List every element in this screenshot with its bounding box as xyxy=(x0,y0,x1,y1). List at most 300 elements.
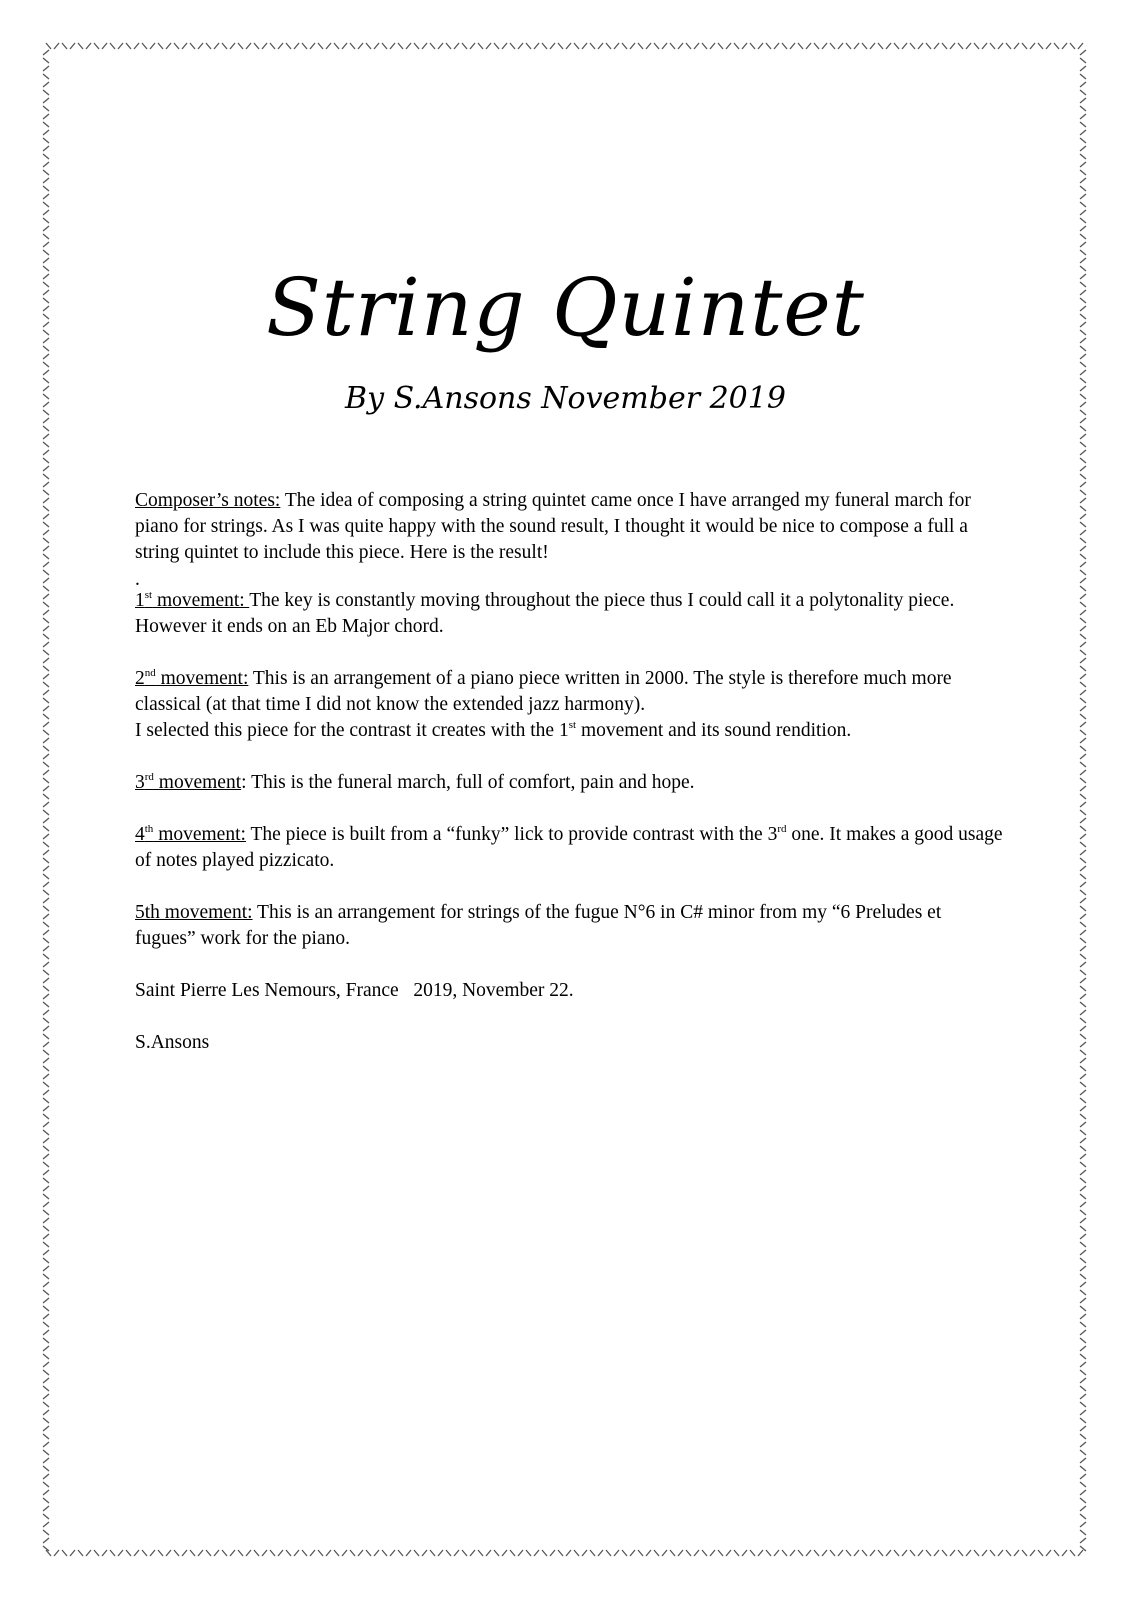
border-dash xyxy=(43,1442,49,1447)
border-dash xyxy=(1080,578,1086,583)
border-dash xyxy=(43,210,49,215)
border-dash xyxy=(1080,1058,1086,1063)
border-dash xyxy=(1080,1314,1086,1319)
border-dash xyxy=(43,1314,49,1319)
border-dash xyxy=(1080,946,1086,951)
border-dash xyxy=(1080,194,1086,199)
intro-label: Composer’s notes: xyxy=(135,490,281,511)
border-dash xyxy=(43,1434,49,1439)
border-dash xyxy=(686,43,691,49)
border-dash xyxy=(1080,1034,1086,1039)
movement-5-text: This is an arrangement for strings of the fugue N°6 in C# minor from my “6 Preludes et fugues” work for the piano. xyxy=(135,902,942,949)
border-dash xyxy=(142,1550,147,1556)
border-dash xyxy=(1080,1082,1086,1087)
border-dash xyxy=(43,1338,49,1343)
border-dash xyxy=(1080,442,1086,447)
border-dash xyxy=(1080,1338,1086,1343)
border-dash xyxy=(1080,146,1086,151)
border-dash xyxy=(590,1550,595,1556)
border-dash xyxy=(1080,1218,1086,1223)
border-dash xyxy=(150,43,155,49)
border-dash xyxy=(43,74,49,79)
border-dash xyxy=(1080,106,1086,111)
border-dash xyxy=(1070,43,1075,49)
border-dash xyxy=(43,1090,49,1095)
border-dash xyxy=(1080,1066,1086,1071)
border-dash xyxy=(43,1002,49,1007)
border-dash xyxy=(1080,186,1086,191)
border-dash xyxy=(43,602,49,607)
border-dash xyxy=(1080,602,1086,607)
border-dash xyxy=(1080,762,1086,767)
border-dash xyxy=(870,1550,875,1556)
border-dash xyxy=(43,746,49,751)
border-dash xyxy=(43,1514,49,1519)
border-dash xyxy=(750,43,755,49)
border-dash xyxy=(454,43,459,49)
movement-3-label: 3rd movement xyxy=(135,771,242,793)
border-dash xyxy=(1080,1042,1086,1047)
border-dash xyxy=(1078,43,1083,49)
border-dash xyxy=(1038,1550,1043,1556)
border-dash xyxy=(1080,1442,1086,1447)
border-dash xyxy=(1080,1506,1086,1511)
border-dash xyxy=(1080,1266,1086,1271)
border-dash xyxy=(43,954,49,959)
border-dash xyxy=(1006,1550,1011,1556)
border-dash xyxy=(1080,874,1086,879)
border-dash xyxy=(1080,1018,1086,1023)
border-dash xyxy=(814,43,819,49)
border-dash xyxy=(43,1050,49,1055)
border-dash xyxy=(406,43,411,49)
border-dash xyxy=(726,1550,731,1556)
border-dash xyxy=(846,43,851,49)
border-dash xyxy=(1080,1402,1086,1407)
border-dash xyxy=(43,1122,49,1127)
border-dash xyxy=(1080,1202,1086,1207)
border-dash xyxy=(638,1550,643,1556)
border-dash xyxy=(918,1550,923,1556)
border-dash xyxy=(43,1034,49,1039)
border-dash xyxy=(43,714,49,719)
border-dash xyxy=(43,1322,49,1327)
border-dash xyxy=(1080,794,1086,799)
border-dash xyxy=(43,866,49,871)
border-dash xyxy=(43,466,49,471)
border-dash xyxy=(910,43,915,49)
border-dash xyxy=(190,1550,195,1556)
border-dash xyxy=(1046,1550,1051,1556)
border-dash xyxy=(486,43,491,49)
border-dash xyxy=(446,1550,451,1556)
border-dash xyxy=(1080,1274,1086,1279)
border-dash xyxy=(846,1550,851,1556)
border-dash xyxy=(1080,1394,1086,1399)
border-dash xyxy=(278,1550,283,1556)
border-dash xyxy=(1080,242,1086,247)
border-dash xyxy=(43,258,49,263)
border-dash xyxy=(1080,738,1086,743)
border-dash xyxy=(326,1550,331,1556)
border-dash xyxy=(134,43,139,49)
border-dash xyxy=(43,250,49,255)
border-dash xyxy=(43,666,49,671)
border-dash xyxy=(43,674,49,679)
border-dash xyxy=(1080,170,1086,175)
border-dash xyxy=(1080,1330,1086,1335)
border-dash xyxy=(43,162,49,167)
border-dash xyxy=(510,1550,515,1556)
border-dash xyxy=(1080,1498,1086,1503)
movement-4: 4th movement: The piece is built from a “funky” lick to provide contrast with the 3rd one. It makes a good usage of notes played pizzicato. xyxy=(135,823,1003,871)
border-dash xyxy=(1080,954,1086,959)
border-dash xyxy=(1080,362,1086,367)
movement-5-label: 5th movement: xyxy=(135,902,253,923)
border-dash xyxy=(358,1550,363,1556)
border-dash xyxy=(598,43,603,49)
border-dash xyxy=(286,1550,291,1556)
border-dash xyxy=(43,122,49,127)
border-dash xyxy=(1080,1346,1086,1351)
border-dash xyxy=(502,43,507,49)
border-dash xyxy=(43,994,49,999)
border-dash xyxy=(430,1550,435,1556)
border-dash xyxy=(174,1550,179,1556)
border-dash xyxy=(43,362,49,367)
border-dash xyxy=(1080,1322,1086,1327)
border-dash xyxy=(710,1550,715,1556)
border-dash xyxy=(43,1162,49,1167)
border-dash xyxy=(934,43,939,49)
border-dash xyxy=(254,43,259,49)
border-dash xyxy=(43,538,49,543)
border-dash xyxy=(1062,1550,1067,1556)
border-dash xyxy=(158,43,163,49)
border-dash xyxy=(1080,714,1086,719)
border-dash xyxy=(43,170,49,175)
border-dash xyxy=(1080,138,1086,143)
border-dash xyxy=(43,106,49,111)
border-dash xyxy=(1080,810,1086,815)
border-dash xyxy=(43,650,49,655)
border-dash xyxy=(126,43,131,49)
border-dash xyxy=(758,1550,763,1556)
border-dash xyxy=(110,43,115,49)
border-dash xyxy=(43,50,49,55)
border-dash xyxy=(1080,98,1086,103)
border-dash xyxy=(1080,1050,1086,1055)
border-dash xyxy=(1080,226,1086,231)
border-dash xyxy=(43,1194,49,1199)
border-dash xyxy=(1080,778,1086,783)
border-dash xyxy=(43,698,49,703)
border-dash xyxy=(43,1378,49,1383)
border-dash xyxy=(1080,1226,1086,1231)
border-dash xyxy=(542,43,547,49)
border-dash xyxy=(43,1234,49,1239)
border-dash xyxy=(246,43,251,49)
border-dash xyxy=(366,43,371,49)
border-dash xyxy=(43,706,49,711)
border-dash xyxy=(43,434,49,439)
border-dash xyxy=(310,1550,315,1556)
border-dash xyxy=(1080,906,1086,911)
border-dash xyxy=(550,43,555,49)
border-dash xyxy=(1080,522,1086,527)
border-dash xyxy=(1080,938,1086,943)
border-dash xyxy=(1080,994,1086,999)
border-dash xyxy=(1080,450,1086,455)
border-dash xyxy=(374,1550,379,1556)
border-dash xyxy=(43,1250,49,1255)
border-dash xyxy=(1080,586,1086,591)
border-dash xyxy=(1080,82,1086,87)
border-dash xyxy=(950,1550,955,1556)
border-dash xyxy=(1080,1482,1086,1487)
border-dash xyxy=(1080,690,1086,695)
border-dash xyxy=(278,43,283,49)
border-dash xyxy=(190,43,195,49)
border-dash xyxy=(1080,1410,1086,1415)
border-dash xyxy=(1080,626,1086,631)
border-dash xyxy=(1080,1466,1086,1471)
border-dash xyxy=(518,1550,523,1556)
border-dash xyxy=(43,1354,49,1359)
border-dash xyxy=(1080,1290,1086,1295)
border-dash xyxy=(990,1550,995,1556)
border-dash xyxy=(766,1550,771,1556)
border-dash xyxy=(1080,538,1086,543)
border-dash xyxy=(166,43,171,49)
border-dash xyxy=(43,978,49,983)
border-dash xyxy=(886,43,891,49)
border-dash xyxy=(598,1550,603,1556)
border-dash xyxy=(1080,154,1086,159)
border-dash xyxy=(302,43,307,49)
border-dash xyxy=(43,202,49,207)
document-title: String Quintet xyxy=(266,261,865,354)
border-dash xyxy=(1080,1514,1086,1519)
border-dash xyxy=(43,1474,49,1479)
border-dash xyxy=(502,1550,507,1556)
border-dash xyxy=(966,1550,971,1556)
border-dash xyxy=(1080,1242,1086,1247)
border-dash xyxy=(1080,50,1086,55)
border-dash xyxy=(43,1186,49,1191)
border-dash xyxy=(798,1550,803,1556)
border-dash xyxy=(1080,1138,1086,1143)
border-dash xyxy=(43,130,49,135)
border-dash xyxy=(43,114,49,119)
border-dash xyxy=(43,770,49,775)
border-dash xyxy=(1080,482,1086,487)
border-dash xyxy=(43,682,49,687)
border-dash xyxy=(1080,130,1086,135)
border-dash xyxy=(43,610,49,615)
border-dash xyxy=(142,43,147,49)
border-dash xyxy=(43,1490,49,1495)
border-dash xyxy=(1080,930,1086,935)
border-dash xyxy=(43,1242,49,1247)
border-dash xyxy=(614,43,619,49)
border-dash xyxy=(894,43,899,49)
border-dash xyxy=(43,762,49,767)
border-dash xyxy=(726,43,731,49)
border-dash xyxy=(43,1290,49,1295)
border-dash xyxy=(43,1210,49,1215)
border-dash xyxy=(422,43,427,49)
border-dash xyxy=(43,474,49,479)
border-dash xyxy=(43,1138,49,1143)
border-dash xyxy=(606,1550,611,1556)
border-dash xyxy=(43,1042,49,1047)
border-dash xyxy=(262,1550,267,1556)
border-dash xyxy=(43,154,49,159)
border-dash xyxy=(110,1550,115,1556)
border-dash xyxy=(534,43,539,49)
border-dash xyxy=(1080,882,1086,887)
border-dash xyxy=(198,1550,203,1556)
border-dash xyxy=(1080,1178,1086,1183)
border-dash xyxy=(742,43,747,49)
border-dash xyxy=(43,226,49,231)
border-dash xyxy=(1080,1298,1086,1303)
border-dash xyxy=(1080,418,1086,423)
border-dash xyxy=(43,1346,49,1351)
border-dash xyxy=(43,458,49,463)
border-dash xyxy=(366,1550,371,1556)
border-dash xyxy=(43,1522,49,1527)
border-dash xyxy=(1062,43,1067,49)
border-dash xyxy=(43,1274,49,1279)
border-dash xyxy=(774,1550,779,1556)
border-dash xyxy=(390,1550,395,1556)
border-dash xyxy=(998,1550,1003,1556)
border-dash xyxy=(1080,1026,1086,1031)
border-dash xyxy=(670,1550,675,1556)
border-dash xyxy=(1080,1210,1086,1215)
border-dash xyxy=(43,1098,49,1103)
border-dash xyxy=(926,43,931,49)
border-dash xyxy=(422,1550,427,1556)
border-dash xyxy=(1080,202,1086,207)
border-dash xyxy=(43,930,49,935)
border-dash xyxy=(43,570,49,575)
border-dash xyxy=(43,970,49,975)
border-dash xyxy=(1080,466,1086,471)
border-dash xyxy=(62,43,67,49)
border-dash xyxy=(1080,658,1086,663)
border-dash xyxy=(43,578,49,583)
border-dash xyxy=(1080,1186,1086,1191)
border-dash xyxy=(334,1550,339,1556)
border-dash xyxy=(1080,530,1086,535)
border-dash xyxy=(758,43,763,49)
border-dash xyxy=(822,1550,827,1556)
border-dash xyxy=(43,1330,49,1335)
border-dash xyxy=(830,43,835,49)
border-dash xyxy=(510,43,515,49)
border-dash xyxy=(43,1018,49,1023)
border-dash xyxy=(262,43,267,49)
border-dash xyxy=(494,43,499,49)
border-dash xyxy=(206,43,211,49)
border-dash xyxy=(46,43,51,49)
border-dash xyxy=(43,786,49,791)
border-dash xyxy=(1022,1550,1027,1556)
border-dash xyxy=(1080,114,1086,119)
border-dash xyxy=(902,43,907,49)
border-dash xyxy=(958,43,963,49)
border-dash xyxy=(582,43,587,49)
border-dash xyxy=(43,1082,49,1087)
border-dash xyxy=(1080,162,1086,167)
movement-3-text: : This is the funeral march, full of comfort, pain and hope. xyxy=(241,772,695,793)
border-dash xyxy=(1022,43,1027,49)
border-dash xyxy=(1080,258,1086,263)
border-dash xyxy=(310,43,315,49)
border-dash xyxy=(1080,1122,1086,1127)
border-dash xyxy=(1080,474,1086,479)
border-dash xyxy=(638,43,643,49)
border-dash xyxy=(43,642,49,647)
border-dash xyxy=(822,43,827,49)
border-dash xyxy=(43,1114,49,1119)
border-dash xyxy=(43,1178,49,1183)
border-dash xyxy=(1080,1258,1086,1263)
border-dash xyxy=(566,1550,571,1556)
border-dash xyxy=(1030,43,1035,49)
border-dash xyxy=(43,562,49,567)
border-dash xyxy=(158,1550,163,1556)
border-dash xyxy=(454,1550,459,1556)
border-dash xyxy=(1080,1378,1086,1383)
border-dash xyxy=(430,43,435,49)
border-dash xyxy=(558,1550,563,1556)
border-dash xyxy=(870,43,875,49)
border-dash xyxy=(334,43,339,49)
border-dash xyxy=(43,354,49,359)
border-dash xyxy=(1080,1114,1086,1119)
border-dash xyxy=(43,1170,49,1175)
border-dash xyxy=(1080,1234,1086,1239)
border-dash xyxy=(43,1298,49,1303)
intro-paragraph xyxy=(135,488,1005,566)
border-dash xyxy=(998,43,1003,49)
border-dash xyxy=(926,1550,931,1556)
border-dash xyxy=(43,138,49,143)
border-dash xyxy=(350,1550,355,1556)
border-dash xyxy=(43,594,49,599)
border-dash xyxy=(1080,594,1086,599)
border-dash xyxy=(43,1402,49,1407)
border-dash xyxy=(318,1550,323,1556)
border-dash xyxy=(43,794,49,799)
border-dash xyxy=(43,442,49,447)
border-dash xyxy=(43,778,49,783)
border-dash xyxy=(982,43,987,49)
border-dash xyxy=(1080,674,1086,679)
border-dash xyxy=(790,43,795,49)
movement-1 xyxy=(135,588,1005,640)
border-dash xyxy=(470,43,475,49)
border-dash xyxy=(1080,1370,1086,1375)
border-dash xyxy=(43,1362,49,1367)
border-dash xyxy=(222,43,227,49)
border-dash xyxy=(1080,802,1086,807)
border-dash xyxy=(1080,898,1086,903)
